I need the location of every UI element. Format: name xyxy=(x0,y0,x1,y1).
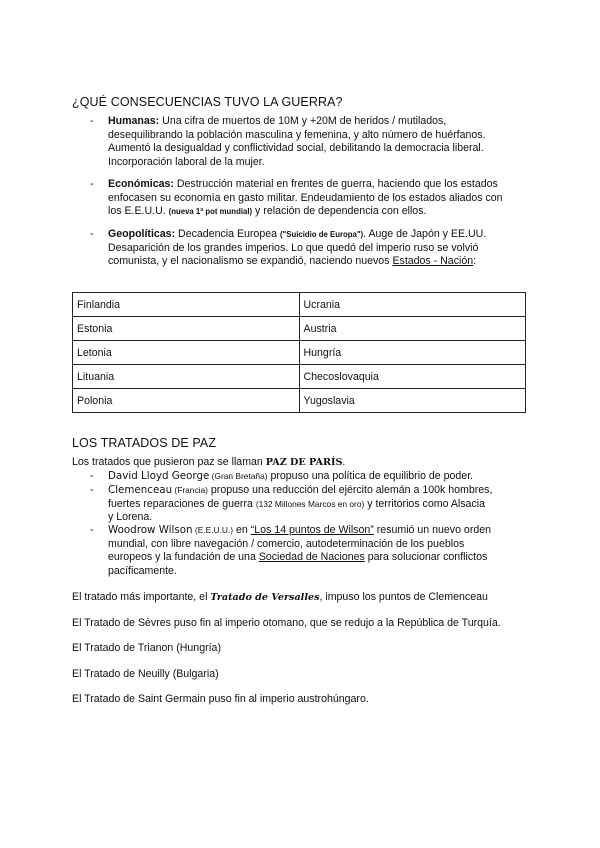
section-title-consecuencias: ¿QUÉ CONSECUENCIAS TUVO LA GUERRA? xyxy=(72,95,343,109)
link-14-puntos: “Los 14 puntos de Wilson” xyxy=(250,524,374,536)
name-wilson: Woodrow Wilson xyxy=(108,524,193,536)
table-cell: Yugoslavia xyxy=(299,389,526,413)
table-cell: Estonia xyxy=(73,317,300,341)
item-geopoliticas: Geopolíticas: Decadencia Europea ("Suicidio de Europa"). Auge de Japón y EE.UU. Desaparición de los grandes imperios. Lo que quedó del imperio ruso se volvió comunista, y el nacionalismo se expandió, naciendo nuevos Estados - Nación: xyxy=(108,228,487,267)
item-wilson: Woodrow Wilson (E.E.U.U.) en “Los 14 puntos de Wilson” resumió un nuevo orden mundial, con libre navegación / comercio, autodeterminación de los pueblos europeos y la fundación de una Sociedad de Naciones para solucionar conflictos pacíficamente. xyxy=(108,524,492,577)
table-cell: Austria xyxy=(299,317,526,341)
para-neuilly: El Tratado de Neuilly (Bulgaria) xyxy=(72,668,219,680)
table-row xyxy=(73,317,526,341)
bullet-dash: - xyxy=(90,524,94,536)
table-row xyxy=(73,389,526,413)
para-sevres: El Tratado de Sèvres puso fin al imperio otomano, que se redujo a la República de Turquía. xyxy=(72,617,501,629)
name-clemenceau: Clemenceau xyxy=(108,484,173,496)
bullet-dash: - xyxy=(90,178,94,190)
bullet-dash: - xyxy=(90,484,94,496)
label-humanas: Humanas: xyxy=(108,115,160,127)
table-cell: Finlandia xyxy=(73,293,300,317)
bullet-dash: - xyxy=(90,115,94,127)
note-suicidio-europa: ("Suicidio de Europa") xyxy=(279,230,364,239)
table-row xyxy=(73,365,526,389)
item-economicas: Económicas: Destrucción material en frentes de guerra, haciendo que los estados enfocasen su economía en gasto militar. Endeudamiento de los estados aliados con los E.E.U.U. (nueva 1ª pot mundial) y relación de dependencia con ellos. xyxy=(108,178,503,217)
table-cell: Polonia xyxy=(73,389,300,413)
item-humanas: Humanas: Una cifra de muertos de 10M y +20M de heridos / mutilados, desequilibrando la población masculina y femenina, y alto número de huérfanos. Aumentó la desigualdad y conflictividad social, debilitando la democracia liberal. Incorporación laboral de la mujer. xyxy=(108,115,486,168)
label-geopoliticas: Geopolíticas: xyxy=(108,228,176,240)
note-reparaciones: (132 Millones Marcos en oro) xyxy=(255,498,365,509)
link-sociedad-naciones: Sociedad de Naciones xyxy=(258,551,365,563)
table-row xyxy=(73,341,526,365)
link-estados-nacion: Estados - Nación xyxy=(392,255,474,267)
item-clemenceau: Clemenceau (Francia) propuso una reducción del ejército alemán a 100k hombres, fuertes reparaciones de guerra (132 Millones Marcos en oro) y territorios como Alsacia y Lorena. xyxy=(108,484,493,523)
table-cell: Letonia xyxy=(73,341,300,365)
note-nueva-potencia: (nueva 1ª pot mundial) xyxy=(168,207,253,216)
name-lloyd-george: David Lloyd George xyxy=(108,470,210,482)
bullet-dash: - xyxy=(90,228,94,240)
label-economicas: Económicas: xyxy=(108,178,174,190)
para-versalles: El tratado más importante, el Tratado de Versalles, impuso los puntos de Clemenceau xyxy=(72,591,488,603)
table-cell: Ucrania xyxy=(299,293,526,317)
para-trianon: El Tratado de Trianon (Hungría) xyxy=(72,642,221,654)
table-cell: Hungría xyxy=(299,341,526,365)
para-saint-germain: El Tratado de Saint Germain puso fin al imperio austrohúngaro. xyxy=(72,693,369,705)
intro-paz-paris: Los tratados que pusieron paz se llaman PAZ DE PARÍS. xyxy=(72,456,346,468)
bullet-dash: - xyxy=(90,470,94,482)
item-lloyd-george: David Lloyd George (Gran Bretaña) propuso una política de equilibrio de poder. xyxy=(108,470,474,482)
section-title-tratados: LOS TRATADOS DE PAZ xyxy=(72,436,217,450)
table-cell: Lituania xyxy=(73,365,300,389)
table-cell: Checoslovaquia xyxy=(299,365,526,389)
new-states-table xyxy=(72,292,526,413)
table-row xyxy=(73,293,526,317)
